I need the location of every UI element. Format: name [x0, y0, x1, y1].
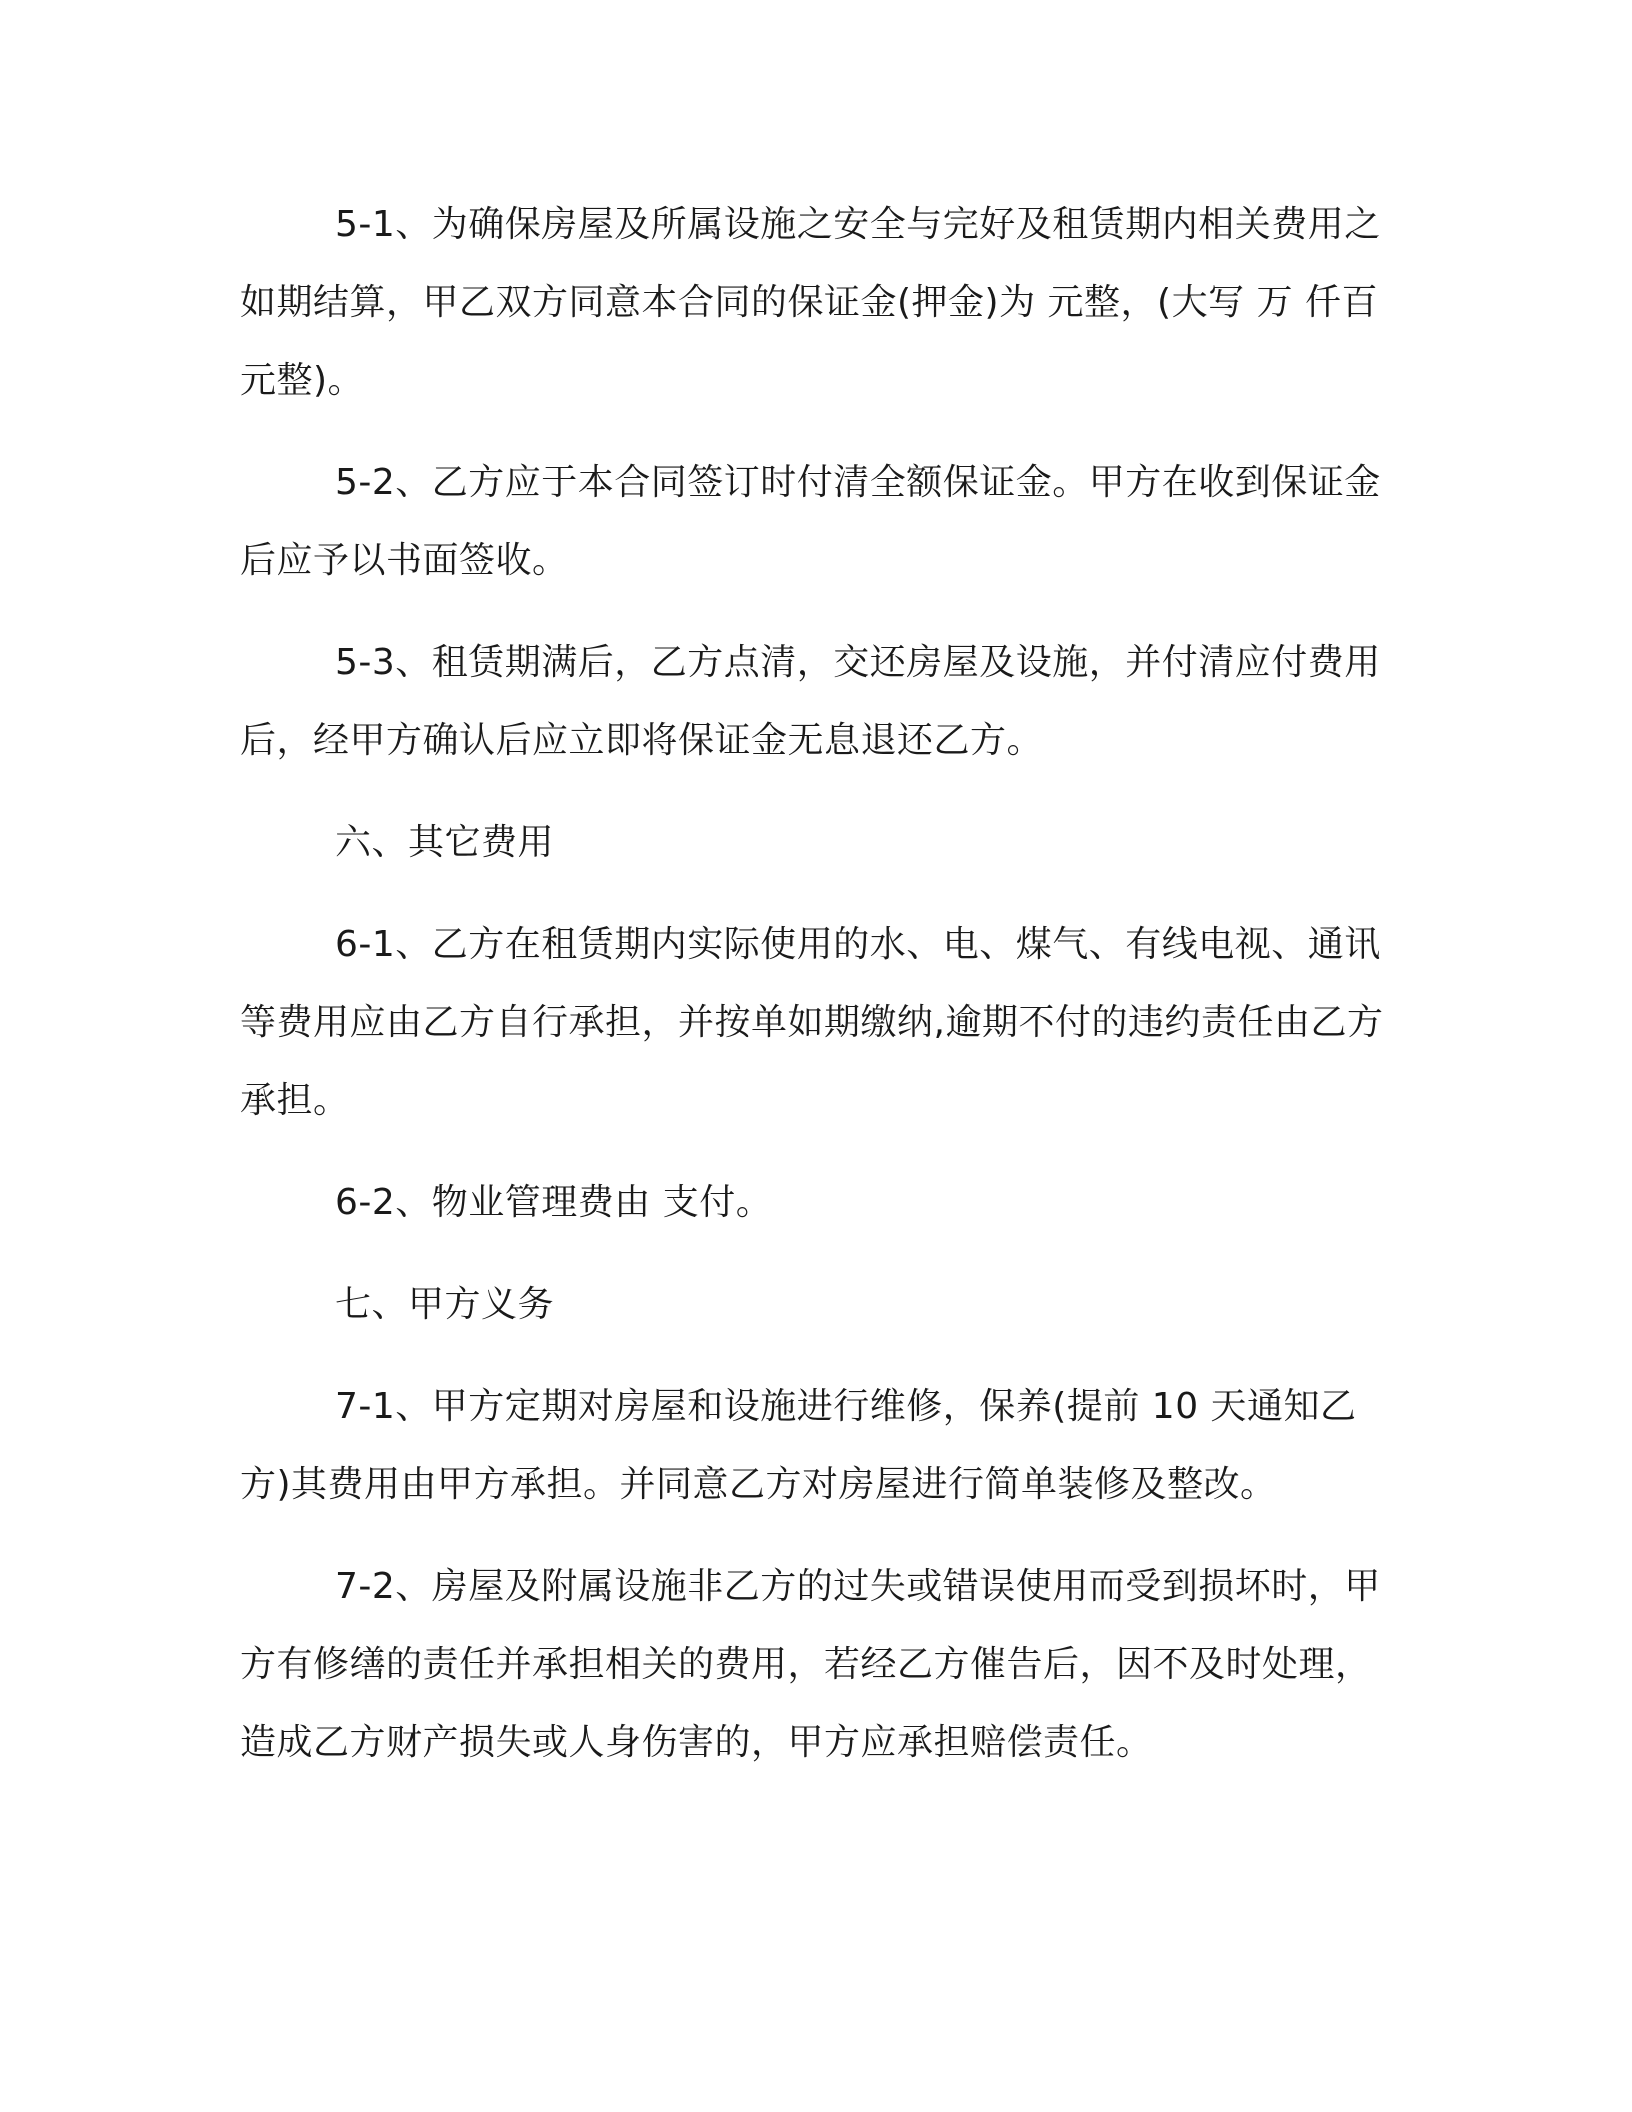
section-heading-landlord-obligations: 七、甲方义务 [335, 1284, 555, 1325]
clause-7-1: 7-1、甲方定期对房屋和设施进行维修，保养(提前 10 天通知乙方)其费用由甲方承担。并同意乙方对房屋进行简单装修及整改。 [240, 1386, 1357, 1505]
document-page [240, 186, 1390, 1806]
clause-5-3: 5-3、租赁期满后，乙方点清，交还房屋及设施，并付清应付费用后，经甲方确认后应立即将保证金无息退还乙方。 [240, 642, 1381, 761]
clause-5-2: 5-2、乙方应于本合同签订时付清全额保证金。甲方在收到保证金后应予以书面签收。 [240, 462, 1381, 581]
section-heading-other-fees: 六、其它费用 [335, 822, 555, 863]
clause-7-2: 7-2、房屋及附属设施非乙方的过失或错误使用而受到损坏时，甲方有修缮的责任并承担相关的费用，若经乙方催告后，因不及时处理，造成乙方财产损失或人身伤害的，甲方应承担赔偿责任。 [240, 1566, 1381, 1763]
clause-6-1: 6-1、乙方在租赁期内实际使用的水、电、煤气、有线电视、通讯等费用应由乙方自行承担，并按单如期缴纳,逾期不付的违约责任由乙方承担。 [240, 924, 1384, 1121]
clause-5-1: 5-1、为确保房屋及所属设施之安全与完好及租赁期内相关费用之如期结算，甲乙双方同意本合同的保证金(押金)为 元整，(大写 万 仟百 元整)。 [240, 204, 1381, 401]
clause-6-2: 6-2、物业管理费由 支付。 [335, 1182, 773, 1223]
